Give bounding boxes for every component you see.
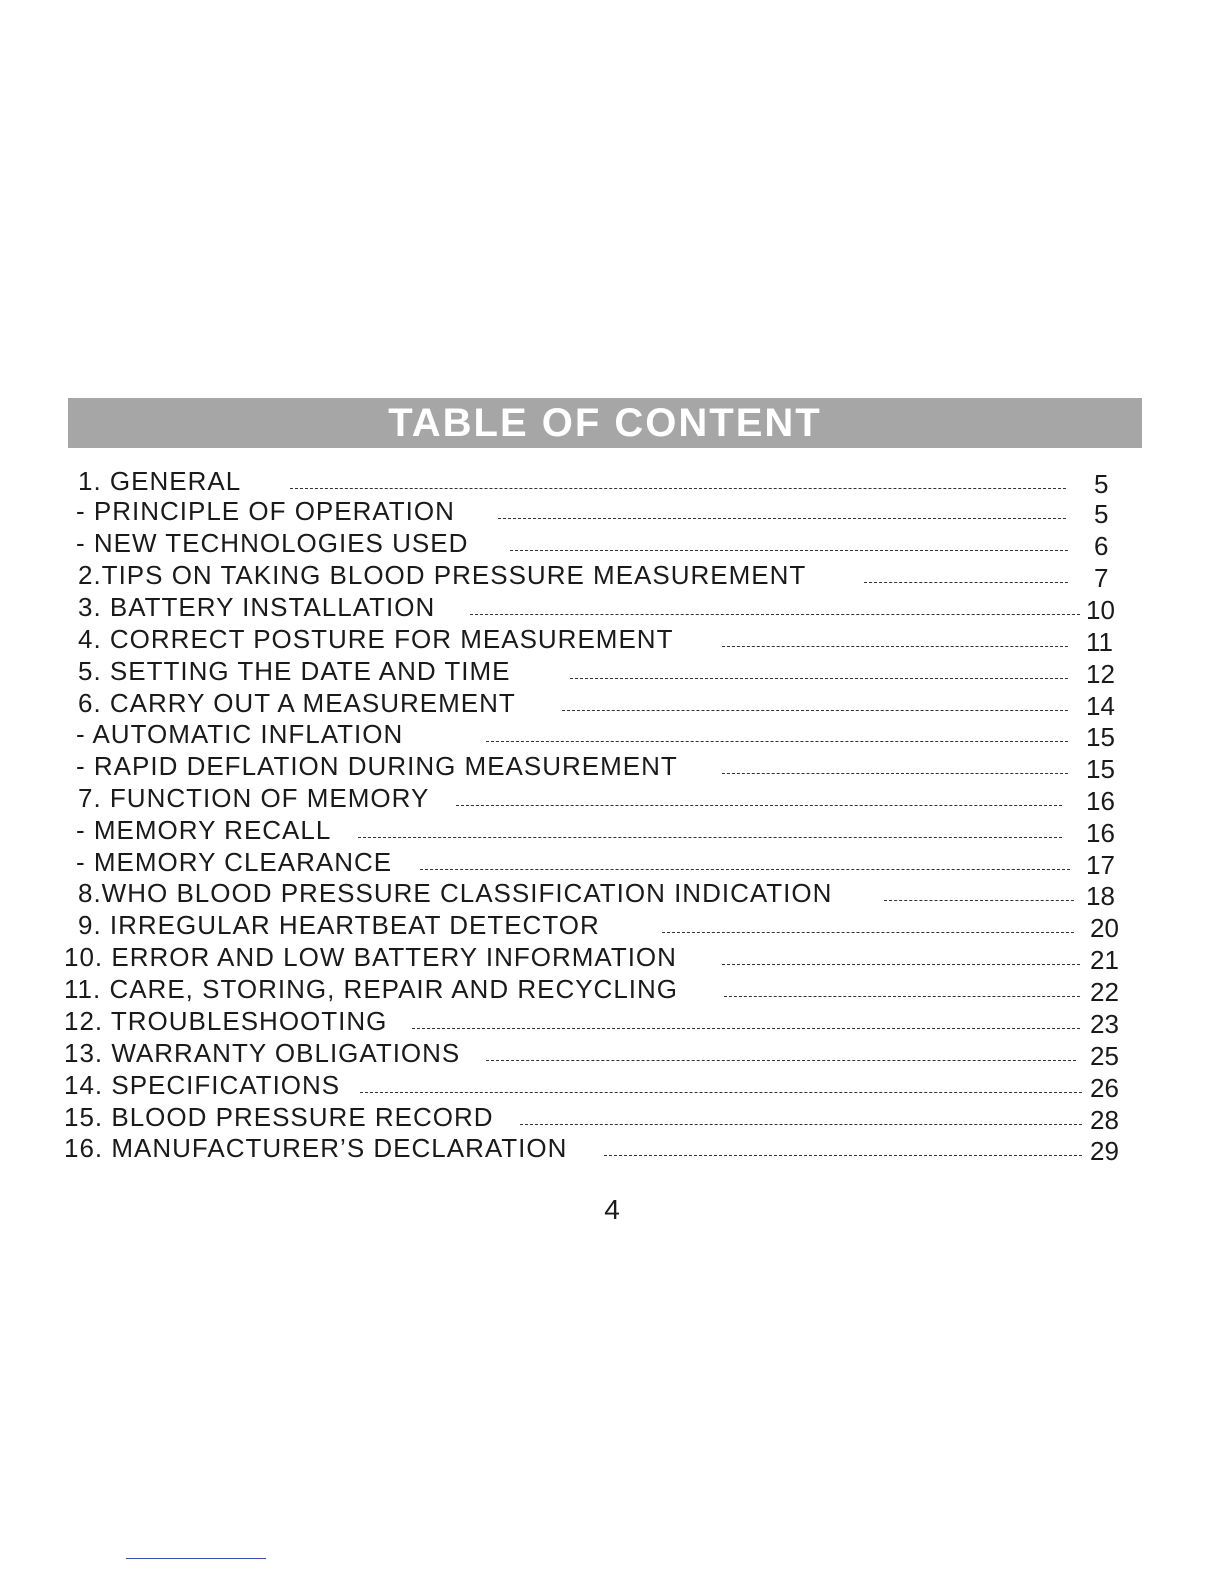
toc-entry-label: - AUTOMATIC INFLATION (76, 719, 404, 749)
toc-entry-label: 5. SETTING THE DATE AND TIME (78, 656, 511, 686)
toc-dot-leader (604, 1155, 1082, 1156)
toc-entry-page-number: 21 (1090, 945, 1119, 975)
toc-entry (0, 1006, 1224, 1039)
toc-entry-label: 9. IRREGULAR HEARTBEAT DETECTOR (78, 910, 600, 940)
toc-entry-page-number: 16 (1086, 786, 1115, 816)
toc-entry-label: 11. CARE, STORING, REPAIR AND RECYCLING (64, 974, 679, 1004)
toc-entry (0, 751, 1224, 784)
toc-entry (0, 1102, 1224, 1135)
toc-entry-label: - MEMORY RECALL (76, 815, 332, 845)
toc-dot-leader (570, 678, 1068, 679)
toc-entry (0, 719, 1224, 752)
toc-dot-leader (662, 932, 1074, 933)
toc-entry-page-number: 28 (1090, 1105, 1119, 1135)
toc-dot-leader (864, 582, 1068, 583)
toc-entry-label: 6. CARRY OUT A MEASUREMENT (78, 688, 516, 718)
toc-entry-page-number: 10 (1086, 595, 1115, 625)
toc-dot-leader (520, 1124, 1082, 1125)
toc-entry-page-number: 20 (1090, 913, 1119, 943)
toc-entry (0, 974, 1224, 1007)
toc-dot-leader (724, 996, 1080, 997)
toc-entry-label: 15. BLOOD PRESSURE RECORD (64, 1102, 494, 1132)
toc-entry-label: 4. CORRECT POSTURE FOR MEASUREMENT (78, 624, 674, 654)
toc-entry-page-number: 5 (1094, 469, 1109, 499)
toc-entry-page-number: 12 (1086, 659, 1115, 689)
toc-entry-page-number: 14 (1086, 691, 1115, 721)
toc-entry-label: - RAPID DEFLATION DURING MEASUREMENT (76, 751, 678, 781)
toc-entry-label: 8.WHO BLOOD PRESSURE CLASSIFICATION INDICATION (78, 878, 833, 908)
toc-entry-label: 1. GENERAL (78, 466, 242, 496)
toc-entry-label: 10. ERROR AND LOW BATTERY INFORMATION (64, 942, 677, 972)
toc-entry-label: 2.TIPS ON TAKING BLOOD PRESSURE MEASUREMENT (78, 560, 807, 590)
toc-entry-label: - PRINCIPLE OF OPERATION (76, 496, 455, 526)
toc-entry-label: 13. WARRANTY OBLIGATIONS (64, 1038, 461, 1068)
toc-entry-page-number: 17 (1086, 850, 1115, 880)
toc-dot-leader (470, 614, 1080, 615)
toc-entry-page-number: 26 (1090, 1073, 1119, 1103)
toc-entry (0, 688, 1224, 721)
toc-entry (0, 560, 1224, 593)
toc-entry-page-number: 22 (1090, 977, 1119, 1007)
toc-entry (0, 1133, 1224, 1166)
toc-entry (0, 910, 1224, 943)
toc-entry (0, 528, 1224, 561)
toc-entry-page-number: 7 (1094, 563, 1109, 593)
toc-dot-leader (456, 805, 1062, 806)
toc-entry (0, 496, 1224, 529)
toc-entry-label: - MEMORY CLEARANCE (76, 847, 393, 877)
toc-entry-page-number: 23 (1090, 1009, 1119, 1039)
toc-entry-label: 3. BATTERY INSTALLATION (78, 592, 436, 622)
toc-dot-leader (722, 773, 1068, 774)
toc-entry-page-number: 6 (1094, 531, 1109, 561)
page-number: 4 (604, 1194, 620, 1225)
bottom-rule (126, 1558, 266, 1559)
toc-entry (0, 815, 1224, 848)
toc-entry-page-number: 11 (1086, 627, 1113, 657)
toc-entry-page-number: 15 (1086, 754, 1115, 784)
toc-dot-leader (884, 900, 1074, 901)
toc-entry (0, 592, 1224, 625)
toc-dot-leader (420, 869, 1070, 870)
toc-dot-leader (358, 837, 1062, 838)
toc-dot-leader (722, 646, 1068, 647)
toc-dot-leader (290, 488, 1066, 489)
toc-entry (0, 878, 1224, 911)
toc-dot-leader (722, 964, 1080, 965)
toc-dot-leader (562, 710, 1068, 711)
toc-entry-page-number: 5 (1094, 499, 1109, 529)
toc-dot-leader (498, 518, 1066, 519)
toc-entry-page-number: 18 (1086, 881, 1115, 911)
toc-entry (0, 1038, 1224, 1071)
toc-entry-page-number: 25 (1090, 1041, 1119, 1071)
toc-entry-page-number: 29 (1090, 1136, 1119, 1166)
toc-entry (0, 624, 1224, 657)
toc-dot-leader (510, 550, 1068, 551)
toc-entry-label: 7. FUNCTION OF MEMORY (78, 783, 430, 813)
toc-entry (0, 847, 1224, 880)
toc-title: TABLE OF CONTENT (388, 401, 822, 445)
toc-dot-leader (486, 741, 1068, 742)
toc-entry-label: - NEW TECHNOLOGIES USED (76, 528, 469, 558)
toc-dot-leader (360, 1092, 1082, 1093)
toc-entry (0, 942, 1224, 975)
toc-entry (0, 1070, 1224, 1103)
toc-entry (0, 466, 1224, 499)
toc-dot-leader (486, 1060, 1076, 1061)
toc-entry (0, 783, 1224, 816)
toc-entry (0, 656, 1224, 689)
toc-dot-leader (412, 1028, 1080, 1029)
toc-entry-page-number: 16 (1086, 818, 1115, 848)
toc-entry-page-number: 15 (1086, 722, 1115, 752)
toc-entry-label: 16. MANUFACTURER’S DECLARATION (64, 1133, 568, 1163)
toc-entry-label: 12. TROUBLESHOOTING (64, 1006, 388, 1036)
toc-entry-label: 14. SPECIFICATIONS (64, 1070, 341, 1100)
